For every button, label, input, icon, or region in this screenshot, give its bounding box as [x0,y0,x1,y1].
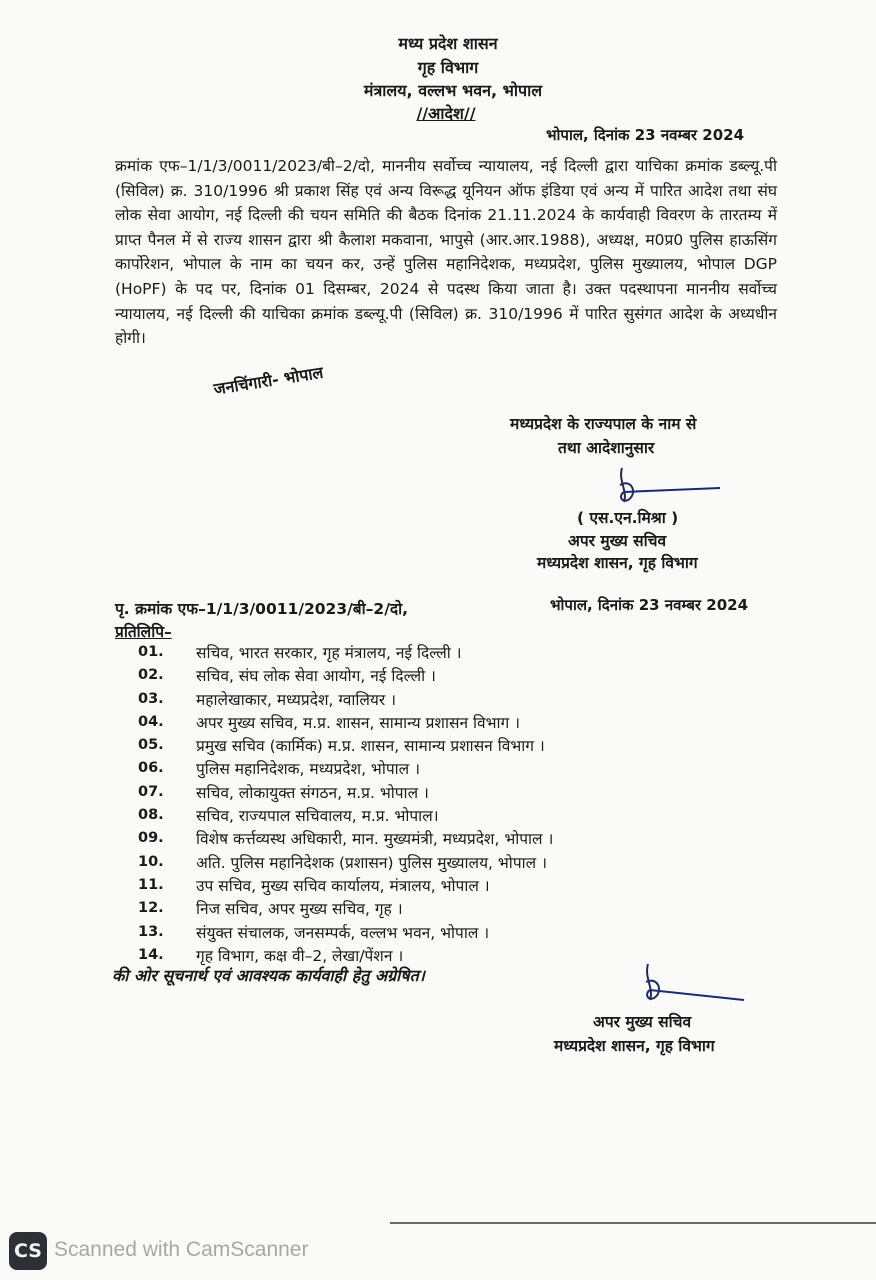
office-address: मंत्रालय, वल्लभ भवन, भोपाल [363,81,543,100]
list-item-text: प्रमुख सचिव (कार्मिक) म.प्र. शासन, सामान्य प्रशासन विभाग । [196,737,545,756]
copy-recipient-list [138,641,778,967]
forwarding-note: की ओर सूचनार्थ एवं आवश्यक कार्यवाही हेतु अग्रेषित। [112,966,425,985]
list-item-number: 08. [138,807,164,824]
list-item-text: सचिव, भारत सरकार, गृह मंत्रालय, नई दिल्ली । [196,644,462,662]
camscanner-logo-icon: CS [9,1232,47,1270]
list-item-text: अपर मुख्य सचिव, म.प्र. शासन, सामान्य प्रशासन विभाग । [196,713,521,732]
signatory-authority-line: मध्यप्रदेश के राज्यपाल के नाम से [510,415,697,433]
list-item [138,897,778,920]
list-item-text: उप सचिव, मुख्य सचिव कार्यालय, मंत्रालय, भोपाल । [196,876,490,895]
order-date: भोपाल, दिनांक 23 नवम्बर 2024 [546,126,745,144]
list-item-number: 10. [138,853,164,870]
list-item-number: 01. [138,644,164,660]
endorser-department: मध्यप्रदेश शासन, गृह विभाग [554,1037,715,1055]
list-item-text: गृह विभाग, कक्ष वी–2, लेखा/पेंशन । [196,946,404,965]
list-item-text: सचिव, लोकायुक्त संगठन, म.प्र. भोपाल । [196,783,429,802]
list-item-text: महालेखाकार, मध्यप्रदेश, ग्वालियर । [196,690,397,709]
list-item [138,664,778,687]
order-body-text: क्रमांक एफ–1/1/3/0011/2023/बी–2/दो, माननीय सर्वोच्च न्यायालय, नई दिल्ली द्वारा याचिका क्रमांक डब्ल्यू.पी (सिविल) क्र. 310/1996 श्री प्रकाश सिंह एवं अन्य विरूद्ध यूनियन ऑफ इंडिया एवं अन्य में पारित आदेश तथा संघ लोक सेवा आयोग, नई दिल्ली की चयन समिति की बैठक दिनांक 21.11.2024 के कार्यवाही विवरण के तारतम्य में प्राप्त पैनल में से राज्य शासन द्वारा श्री कैलाश मकवाना, भापुसे (आर.आर.1988), अध्यक्ष, म0प्र0 पुलिस हाऊसिंग कार्पोरेशन, भोपाल के नाम का चयन कर, उन्हें पुलिस महानिदेशक, मध्यप्रदेश, पुलिस मुख्यालय, भोपाल DGP (HoPF) के पद पर, दिनांक 01 दिसम्बर, 2024 से पदस्थ किया जाता है। उक्त पदस्थापना माननीय सर्वोच्च न्यायालय, नई दिल्ली की याचिका क्रमांक डब्ल्यू.पी (सिविल) क्र. 310/1996 में पारित सुसंगत आदेश के अध्यधीन होगी। [115,157,777,348]
department-name: गृह विभाग [417,58,479,77]
list-item-text: निज सचिव, अपर मुख्य सचिव, गृह । [196,900,403,919]
list-item [138,874,778,897]
list-item [138,734,778,757]
list-item-number: 04. [138,713,164,730]
newspaper-stamp: जनचिंगारी- भोपाल [212,362,325,399]
list-item-number: 06. [138,760,164,777]
list-item-number: 12. [138,900,164,917]
signatory-department: मध्यप्रदेश शासन, गृह विभाग [537,554,698,572]
list-item [138,804,778,827]
list-item-number: 05. [138,737,164,754]
list-item-number: 03. [138,690,164,707]
signatory-order-line: तथा आदेशानुसार [558,439,655,457]
endorsement-date: भोपाल, दिनांक 23 नवम्बर 2024 [550,596,749,614]
copy-to-label: प्रतिलिपि– [115,623,172,641]
list-item [138,921,778,944]
list-item-number: 09. [138,830,164,847]
list-item-text: विशेष कर्त्तव्यस्थ अधिकारी, मान. मुख्यमंत्री, मध्यप्रदेश, भोपाल । [196,830,554,849]
page-edge-divider [390,1222,876,1224]
scanner-watermark-text: Scanned with CamScanner [54,1238,309,1261]
order-heading: //आदेश// [416,104,476,123]
list-item-number: 13. [138,923,164,940]
list-item [138,757,778,780]
list-item-text: सचिव, संघ लोक सेवा आयोग, नई दिल्ली । [196,667,436,686]
list-item-text: अति. पुलिस महानिदेशक (प्रशासन) पुलिस मुख्यालय, भोपाल । [196,853,547,872]
list-item-number: 14. [138,946,164,963]
list-item [138,641,778,664]
signature-1 [600,450,730,510]
signatory-name: ( एस.एन.मिश्रा ) [577,509,679,527]
list-item [138,711,778,734]
endorsement-reference: पृ. क्रमांक एफ–1/1/3/0011/2023/बी–2/दो, [115,600,408,618]
list-item [138,851,778,874]
list-item [138,827,778,850]
govt-name: मध्य प्रदेश शासन [398,34,498,53]
list-item-number: 11. [138,876,164,893]
list-item-number: 02. [138,667,164,684]
list-item [138,688,778,711]
list-item-number: 07. [138,783,164,800]
list-item-text: संयुक्त संचालक, जनसम्पर्क, वल्लभ भवन, भोपाल । [196,923,490,942]
list-item [138,781,778,804]
signatory-designation: अपर मुख्य सचिव [568,532,667,550]
endorser-designation: अपर मुख्य सचिव [593,1013,692,1031]
list-item-text: सचिव, राज्यपाल सचिवालय, म.प्र. भोपाल। [196,807,439,826]
list-item-text: पुलिस महानिदेशक, मध्यप्रदेश, भोपाल । [196,760,420,779]
